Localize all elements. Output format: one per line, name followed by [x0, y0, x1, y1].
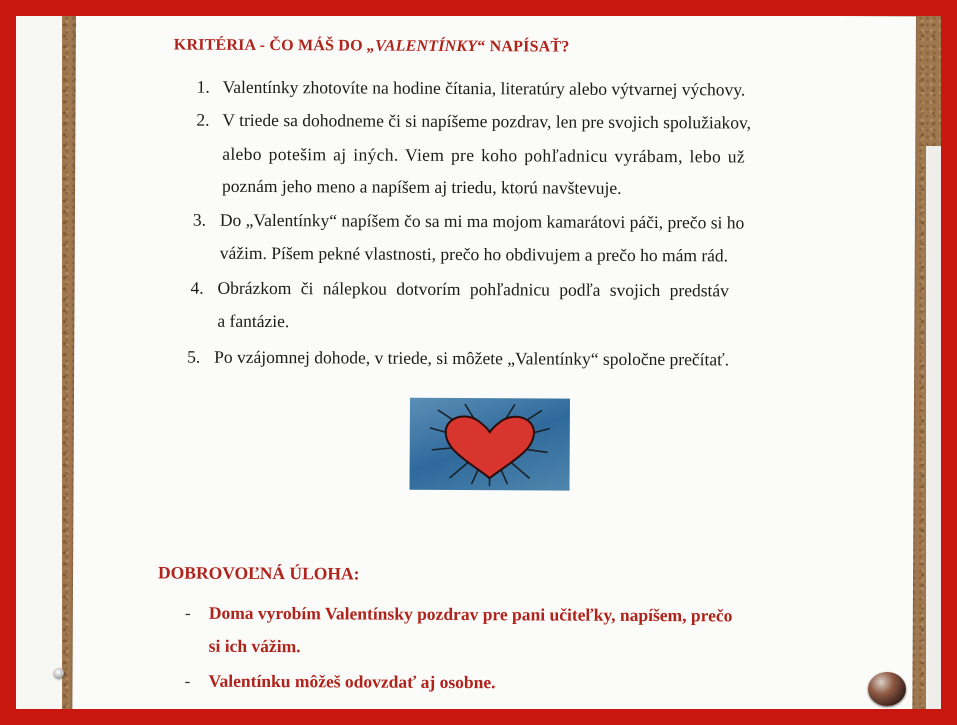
criterion-3-line-1: Do „Valentínky“ napíšem čo sa mi ma mojom kamarátovi páči, prečo si ho: [219, 209, 745, 233]
criterion-number: 5.: [187, 346, 201, 367]
title-italic: „VALENTÍNKY: [366, 37, 478, 56]
criterion-number: 2.: [196, 109, 210, 130]
criterion-number: 1.: [196, 76, 210, 97]
bullet-dash: -: [184, 602, 191, 623]
heart-picture: [410, 398, 570, 491]
bullet-dash: -: [184, 670, 191, 691]
criterion-2-line-3: poznám jeho meno a napíšem aj triedu, ktorú navštevuje.: [222, 175, 622, 198]
voluntary-task-title: DOBROVOĽNÁ ÚLOHA:: [158, 562, 360, 584]
criterion-2-line-2: alebo potešim aj iných. Viem pre koho pohľadnicu vyrábam, lebo už: [222, 143, 746, 167]
voluntary-item-1-line-2: si ich vážim.: [208, 635, 301, 657]
criterion-number: 4.: [190, 277, 204, 298]
title-prefix: KRITÉRIA - ČO MÁŠ DO: [173, 36, 367, 55]
voluntary-item-2-line-1: Valentínku môžeš odovzdať aj osobne.: [208, 670, 496, 693]
document-sheet: [72, 16, 916, 709]
voluntary-item-1-line-1: Doma vyrobím Valentínsky pozdrav pre pani učiteľky, napíšem, prečo: [208, 602, 733, 626]
criterion-1-line-1: Valentínky zhotovíte na hodine čítania, literatúry alebo výtvarnej výchovy.: [222, 76, 746, 100]
background-paper-right: [926, 146, 941, 709]
title-suffix: “ NAPÍSAŤ?: [477, 38, 570, 56]
background-paper-left: [16, 16, 62, 709]
criterion-2-line-1: V triede sa dohodneme či si napíšeme pozdrav, len pre svojich spolužiakov,: [222, 109, 752, 133]
criterion-4-line-1: Obrázkom či nálepkou dotvorím pohľadnicu podľa svojich predstáv: [217, 277, 730, 301]
criterion-number: 3.: [192, 209, 207, 230]
criterion-3-line-2: vážim. Píšem pekné vlastnosti, prečo ho obdivujem a prečo ho mám rád.: [219, 242, 729, 266]
criterion-4-line-2: a fantázie.: [217, 310, 290, 332]
criterion-5-line-1: Po vzájomnej dohode, v triede, si môžete „Valentínky“ spoločne prečítať.: [214, 346, 730, 370]
pin-head-icon: [54, 668, 64, 678]
heart-icon: [410, 398, 570, 491]
push-pin-icon: [868, 672, 906, 706]
document-title: [174, 37, 570, 57]
photo-frame: [16, 16, 941, 709]
